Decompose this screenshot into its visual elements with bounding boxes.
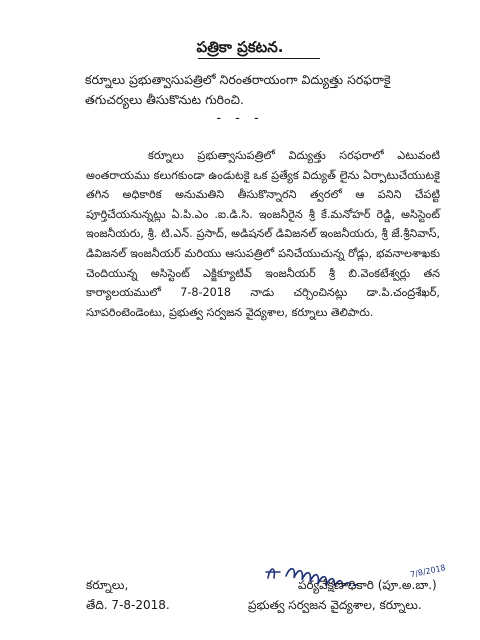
svg-text:7/8/2018: 7/8/2018 — [409, 563, 447, 580]
section-separator: - - - — [216, 111, 264, 126]
office-name: ప్రభుత్వ సర్వజన వైద్యశాల, కర్నూలు. — [248, 598, 422, 612]
notice-body — [86, 146, 440, 322]
officer-designation: పర్యవేక్షణాధికారి (పూ.అ.బా.) — [298, 578, 437, 592]
issue-place: కర్నూలు, — [86, 578, 129, 592]
notice-body-text: కర్నూలు ప్రభుత్వాసుపత్రిలో విద్యుత్తు సరఫరాలో ఎటువంటి అంతరాయము కలుగకుండా ఉండుటకై ఒక ప్రత్యేక విద్యుత్ లైను ఏర్పాటుచేయుటకై తగిన అధికారిక అనుమతిని తీసుకొన్నారని త్వరలో ఆ పనిని చేపట్టి పూర్తిచేయనున్నట్లు ఏ.పి.ఎం .ఐ.డి.సి. ఇంజనీరైన శ్రీ కే.మనోహర్ రెడ్డి, అసిస్టెంట్ ఇంజనీయరు, శ్రీ. టి.ఎన్. ప్రసాద్, అడిషనల్ డివిజనల్ ఇంజనీయరు, శ్రీ జే.శ్రీనివాస్, డివిజనల్ ఇంజనీయర్ మరియు ఆసుపత్రిలో పనిచేయుచున్న రోడ్లు, భవనాలశాఖకు చెందియున్న అసిస్టెంట్ ఎక్జిక్యూటివ్ ఇంజనీయర్ శ్రీ బి.వెంకటేశ్వర్లు తన కార్యాలయములో 7-8-2018 నాడు చర్చించినట్లు డా.పి.చంద్రశేఖర్, సూపరింటెండెంటు, ప్రభుత్వ సర్వజన వైద్యశాల, కర్నూలు తెలిపారు. — [86, 149, 440, 319]
notice-subject: కర్నూలు ప్రభుత్వాసుపత్రిలో నిరంతరాయంగా విద్యుత్తు సరఫరాకై తగుచర్యలు తీసుకొనుట గురించి. — [85, 72, 391, 107]
issue-date: తేది. 7-8-2018. — [86, 598, 170, 612]
title-underline — [198, 58, 320, 59]
notice-title: పత్రికా ప్రకటన. — [196, 38, 284, 56]
